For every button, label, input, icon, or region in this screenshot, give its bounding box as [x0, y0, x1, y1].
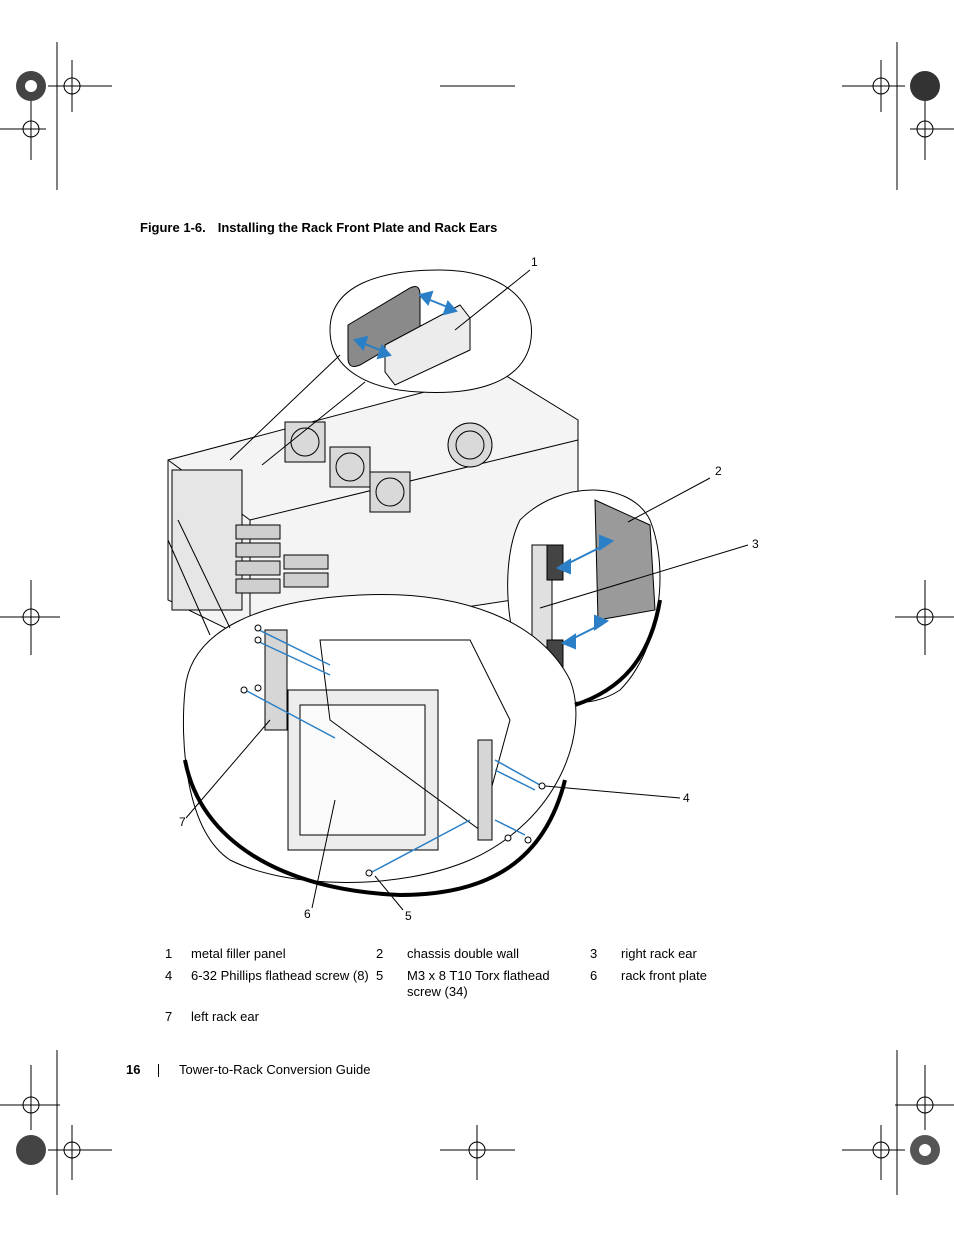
legend-num: 4: [165, 968, 173, 983]
legend-num: 7: [165, 1009, 173, 1024]
legend-label: M3 x 8 T10 Torx flathead screw (34): [407, 968, 550, 999]
callout-2: 2: [715, 464, 722, 478]
leader-4: [545, 786, 680, 798]
legend-label: left rack ear: [191, 1009, 259, 1024]
legend-row: [165, 946, 725, 968]
legend-label: chassis double wall: [407, 946, 520, 961]
legend-label: 6-32 Phillips flathead screw (8): [191, 968, 369, 983]
callout-1: 1: [531, 255, 538, 269]
footer-divider: [158, 1064, 159, 1077]
figure-number: Figure 1-6.: [140, 220, 206, 235]
page-number: 16: [126, 1062, 141, 1077]
callout-4: 4: [683, 791, 690, 805]
chassis-front-bezel: [172, 470, 242, 610]
callout-3: 3: [752, 537, 759, 551]
callout-5: 5: [405, 909, 412, 923]
legend-num: 5: [376, 968, 384, 983]
callout-7: 7: [179, 815, 186, 829]
guide-title: Tower-to-Rack Conversion Guide: [179, 1062, 371, 1077]
legend-num: 2: [376, 946, 384, 961]
legend-num: 6: [590, 968, 598, 983]
left-rack-ear: [265, 630, 287, 730]
legend-row: [165, 968, 725, 1009]
callout-legend: [165, 946, 725, 1031]
legend-label: right rack ear: [621, 946, 697, 961]
legend-num: 3: [590, 946, 598, 961]
leader-2: [628, 478, 710, 522]
legend-label: rack front plate: [621, 968, 707, 983]
legend-row: [165, 1009, 725, 1031]
legend-label: metal filler panel: [191, 946, 286, 961]
figure-title: Installing the Rack Front Plate and Rack Ears: [217, 220, 498, 235]
legend-num: 1: [165, 946, 173, 961]
callout-6: 6: [304, 907, 311, 921]
